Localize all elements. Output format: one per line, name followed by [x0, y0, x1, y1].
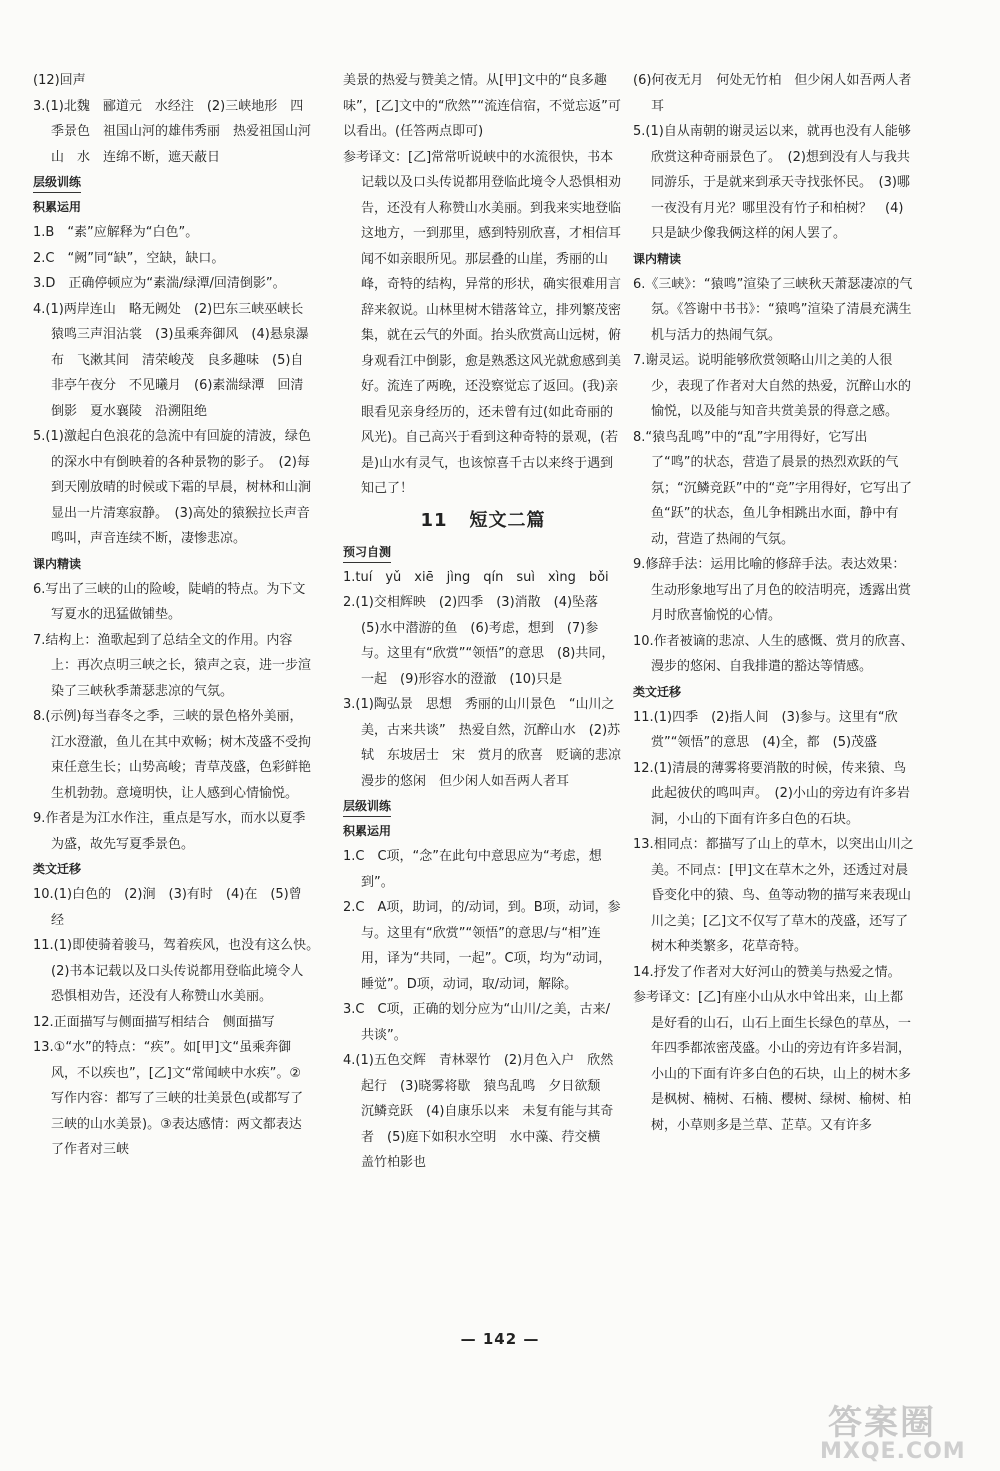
lesson-name: 短文二篇 [469, 509, 546, 531]
section-heading: 类文迁移 [633, 684, 682, 699]
section-heading: 课内精读 [33, 556, 82, 571]
answer-item: (12)回声 [33, 73, 86, 88]
answer-item: 4.(1)五色交辉 青林翠竹 (2)月色入户 欣然起行 (3)晓雾将歇 猿鸟乱鸣 夕日欲颓 沉鳞竞跃 (4)自康乐以来 未复有能与其奇者 (5)庭下如积水空明 水中藻、荇交横 盖竹柏影也 [343, 1053, 614, 1170]
answer-item: 7.结构上：渔歌起到了总结全文的作用。内容上：再次点明三峡之长，猿声之哀，进一步渲染了三峡秋季萧瑟悲凉的气氛。 [33, 632, 312, 699]
answer-item: 美景的热爱与赞美之情。从[甲]文中的“良多趣味”，[乙]文中的“欣然”“流连信宿，不觉忘返”可以看出。(任答两点即可) [343, 73, 621, 139]
answer-item: 1.B “素”应解释为“白色”。 [33, 225, 199, 240]
answer-item: 8.“猿鸟乱鸣”中的“乱”字用得好，它写出了“鸣”的状态，营造了晨景的热烈欢跃的气氛；“沉鳞竞跃”中的“竞”字用得好，它写出了鱼“跃”的状态，鱼儿争相跳出水面，静中有动，营造了热闹的气氛。 [633, 429, 912, 547]
answer-item: 4.(1)两岸连山 略无阙处 (2)巴东三峡巫峡长 猿鸣三声泪沾裳 (3)虽乘奔御风 (4)悬泉瀑布 飞漱其间 清荣峻茂 良多趣味 (5)自非亭午夜分 不见曦月 (6)素湍绿潭 回清倒影 夏水襄陵 沿溯阻绝 [33, 301, 317, 419]
answer-item: 5.(1)自从南朝的谢灵运以来，就再也没有人能够欣赏这种奇丽景色了。 (2)想到没有人与我共同游乐，于是就来到承天寺找张怀民。 (3)哪一夜没有月光？哪里没有竹子和柏树？ (4)只是缺少像我俩这样的闲人罢了。 [633, 124, 911, 241]
lesson-number: 11 [420, 509, 448, 531]
answer-item: 10.(1)白色的 (2)涧 (3)有时 (4)在 (5)曾经 [33, 887, 302, 928]
answer-item: 6.写出了三峡的山的险峻，陡峭的特点。为下文写夏水的迅猛做铺垫。 [33, 581, 306, 622]
section-heading: 层级训练 [33, 173, 81, 193]
answer-column-right [633, 68, 915, 1138]
answer-item: 13.相同点：都描写了山上的草木，以突出山川之美。不同点：[甲]文在草木之外，还透过对晨昏变化中的猿、鸟、鱼等动物的描写来表现山川之美；[乙]文不仅写了草木的茂盛，还写了树木种类繁多，花草奇特。 [633, 837, 914, 954]
answer-item: 1.C C项，“念”在此句中意思应为“考虑，想到”。 [343, 849, 602, 890]
answer-item: 13.①“水”的特点：“疾”。如[甲]文“虽乘奔御风，不以疾也”，[乙]文“常闻峡中水疾”。②写作内容：都写了三峡的壮美景色(或都写了三峡的山水美景)。③表达感情：两文都表达了作者对三峡 [33, 1040, 304, 1157]
watermark-cn: 答案圈 [828, 1403, 936, 1443]
answer-item: 3.D 正确停顿应为“素湍/绿潭/回清倒影”。 [33, 276, 286, 291]
answer-item: 参考译文：[乙]有座小山从水中耸出来，山上都是好看的山石，山石上面生长绿色的草丛，一年四季都浓密茂盛。小山的旁边有许多岩洞，小山的下面有许多白色的石块，山上的树木多是枫树、楠树、石楠、樱树、绿树、榆树、柏树，小草则多是兰草、芷草。又有许多 [633, 990, 912, 1133]
answer-item: 14.抒发了作者对大好河山的赞美与热爱之情。 [633, 964, 901, 980]
answer-item: 9.修辞手法：运用比喻的修辞手法。表达效果：生动形象地写出了月色的皎洁明亮，透露出赏月时欣喜愉悦的心情。 [633, 557, 912, 623]
answer-column-middle [343, 68, 635, 1176]
answer-item: 3.(1)陶弘景 思想 秀丽的山川景色 “山川之美，古来共谈” 热爱自然，沉醉山水 (2)苏轼 东坡居士 宋 赏月的欣喜 贬谪的悲凉 漫步的悠闲 但少闲人如吾两人者耳 [343, 697, 635, 789]
section-heading: 类文迁移 [33, 862, 82, 876]
answer-item: 6.《三峡》：“猿鸣”渲染了三峡秋天萧瑟凄凉的气氛。《答谢中书书》：“猿鸣”渲染了清晨充满生机与活力的热闹气氛。 [633, 276, 913, 343]
answer-item: 1.tuí yǔ xiē jìng qín suì xìng bǒi [343, 569, 609, 585]
answer-item: 12.正面描写与侧面描写相结合 侧面描写 [33, 1014, 275, 1030]
lesson-title [343, 504, 623, 538]
answer-item: 2.C “阙”同“缺”，空缺，缺口。 [33, 250, 225, 266]
answer-item: 3.C C项，正确的划分应为“山川/之美，古来/共谈”。 [343, 1002, 611, 1043]
answer-item: 参考译文：[乙]常常听说峡中的水流很快，书本记载以及口头传说都用登临此境令人恐惧相劝告，还没有人称赞山水美丽。到我来实地登临这地方，一到那里，感到特别欣喜，才相信耳闻不如亲眼所见。那层叠的山崖，秀丽的山峰，奇特的结构，异常的形状，确实很难用言辞来叙说。山林里树木错落耸立，排列繁茂密集，就在云气的外面。抬头欣赏高山远树，俯身观看江中倒影，愈是熟悉这风光就愈感到美好。流连了两晚，还没察觉忘了返回。(我)亲眼看见亲身经历的，还未曾有过(如此奇丽的风光)。自己高兴于看到这种奇特的景观，(若是)山水有灵气，也该惊喜千古以来终于遇到知己了！ [343, 149, 622, 496]
answer-item: 10.作者被谪的悲凉、人生的感慨、赏月的欣喜、漫步的悠闲、自我排遣的豁达等情感。 [633, 633, 914, 674]
answer-item: (6)何夜无月 何处无竹柏 但少闲人如吾两人者耳 [633, 73, 912, 114]
answer-item: 9.作者是为江水作注，重点是写水，而水以夏季为盛，故先写夏季景色。 [33, 811, 306, 852]
answer-item: 11.(1)即使骑着骏马，驾着疾风，也没有这么快。 (2)书本记载以及口头传说都用登临此境令人恐惧相劝告，还没有人称赞山水美丽。 [33, 938, 326, 1004]
page-number: — 142 — [460, 1330, 540, 1348]
section-heading: 课内精读 [633, 251, 682, 266]
section-heading: 积累运用 [343, 824, 392, 838]
answer-column-left [33, 68, 326, 1163]
answer-item: 12.(1)清晨的薄雾将要消散的时候，传来猿、鸟此起彼伏的鸣叫声。 (2)小山的旁边有许多岩洞，小山的下面有许多白色的石块。 [633, 760, 910, 827]
answer-item: 3.(1)北魏 郦道元 水经注 (2)三峡地形 四季景色 祖国山河的雄伟秀丽 热爱祖国山河 山 水 连绵不断，遮天蔽日 [33, 98, 325, 165]
answer-item: 2.(1)交相辉映 (2)四季 (3)消散 (4)坠落 (5)水中潜游的鱼 (6)考虑，想到 (7)参与。这里有“欣赏”“领悟”的意思 (8)共同，一起 (9)形容水的澄澈 (10)只是 [343, 595, 615, 687]
watermark-en: MXQE.COM [820, 1439, 966, 1464]
answer-item: 2.C A项，助词，的/动词，到。B项，动词，参与。这里有“欣赏”“领悟”的意思/与“相”连用，译为“共同，一起”。C项，均为“动词，睡觉”。D项，动词，取/动词，解除。 [343, 900, 621, 992]
answer-item: 11.(1)四季 (2)指人间 (3)参与。这里有“欣赏”“领悟”的意思 (4)全，都 (5)茂盛 [633, 709, 898, 750]
watermark-logo [820, 1395, 990, 1465]
answer-item: 8.(示例)每当春冬之季，三峡的景色格外美丽，江水澄澈，鱼儿在其中欢畅；树木茂盛不受拘束任意生长；山势高峻；青草茂盛，色彩鲜艳生机勃勃。意境明快，让人感到心情愉悦。 [33, 709, 312, 801]
answer-item: 5.(1)激起白色浪花的急流中有回旋的清波，绿色的深水中有倒映着的各种景物的影子。 (2)每到天刚放晴的时候或下霜的早晨，树林和山涧显出一片清寒寂静。 (3)高处的猿猴拉长声音鸣叫，声音连续不断，凄惨悲凉。 [33, 429, 312, 546]
section-heading: 积累运用 [33, 200, 82, 214]
section-heading: 预习自测 [343, 543, 391, 563]
answer-item: 7.谢灵运。说明能够欣赏领略山川之美的人很少，表现了作者对大自然的热爱，沉醉山水的愉悦，以及能与知音共赏美景的得意之感。 [633, 353, 912, 419]
section-heading: 层级训练 [343, 797, 391, 817]
